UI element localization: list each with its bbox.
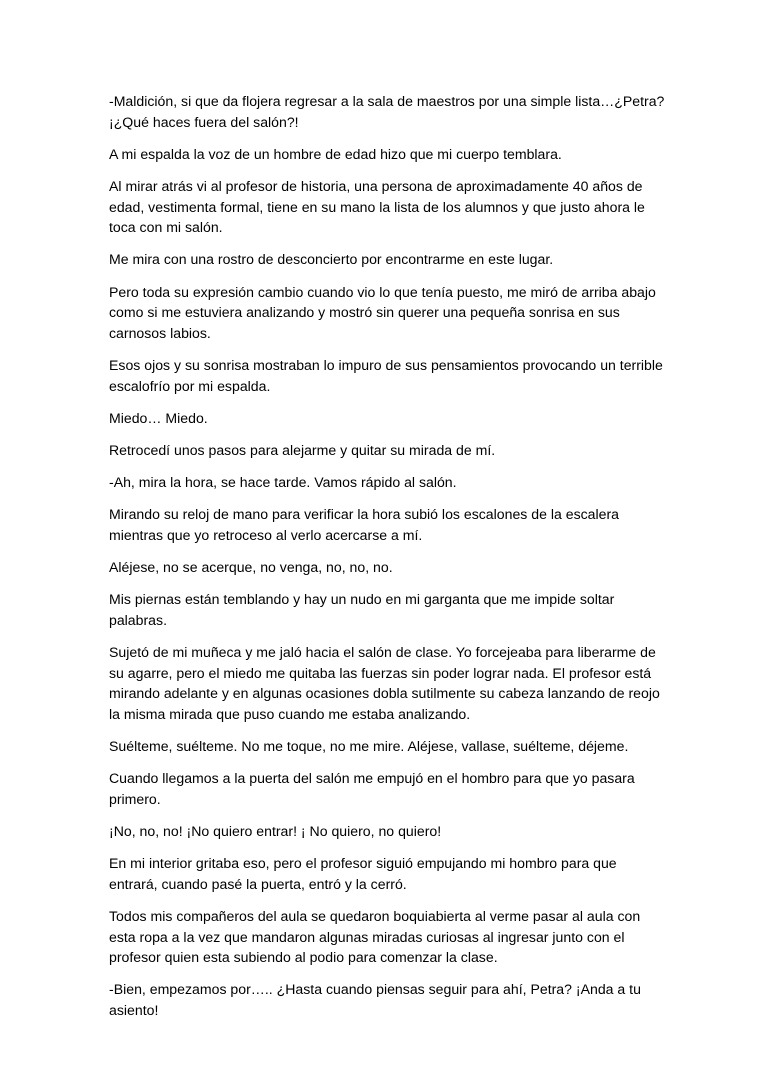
paragraph: -Bien, empezamos por….. ¿Hasta cuando piensas seguir para ahí, Petra? ¡Anda a tu asiento! (109, 981, 641, 1018)
paragraph: A mi espalda la voz de un hombre de edad hizo que mi cuerpo temblara. (109, 145, 562, 162)
paragraph: Mis piernas están temblando y hay un nudo en mi garganta que me impide soltar palabras. (109, 591, 615, 628)
paragraph: Todos mis compañeros del aula se quedaron boquiabierta al verme pasar al aula con esta ropa a la vez que mandaron algunas miradas curiosas al ingresar junto con el profesor quien esta subiendo al podio para comenzar la clase. (109, 907, 641, 966)
paragraph: -Ah, mira la hora, se hace tarde. Vamos rápido al salón. (109, 474, 457, 491)
paragraph: Sujetó de mi muñeca y me jaló hacia el salón de clase. Yo forcejeaba para liberarme de su agarre, pero el miedo me quitaba las fuerzas sin poder lograr nada. El profesor está mirando adelante y en algunas ocasiones dobla sutilmente su cabeza lanzando de reojo la misma mirada que puso cuando me estaba analizando. (109, 644, 660, 722)
document-body (109, 91, 669, 1032)
paragraph: Mirando su reloj de mano para verificar la hora subió los escalones de la escalera mientras que yo retroceso al verlo acercarse a mí. (109, 506, 619, 543)
paragraph: En mi interior gritaba eso, pero el profesor siguió empujando mi hombro para que entrará, cuando pasé la puerta, entró y la cerró. (109, 855, 617, 892)
paragraph: -Maldición, si que da flojera regresar a la sala de maestros por una simple lista…¿Petra? ¡¿Qué haces fuera del salón?! (109, 93, 665, 130)
paragraph: Suélteme, suélteme. No me toque, no me mire. Aléjese, vallase, suélteme, déjeme. (109, 737, 629, 754)
paragraph: Pero toda su expresión cambio cuando vio lo que tenía puesto, me miró de arriba abajo como si me estuviera analizando y mostró sin querer una pequeña sonrisa en sus carnosos labios. (109, 283, 656, 341)
paragraph: Miedo… Miedo. (109, 409, 208, 426)
paragraph: ¡No, no, no! ¡No quiero entrar! ¡ No quiero, no quiero! (109, 822, 442, 839)
paragraph: Esos ojos y su sonrisa mostraban lo impuro de sus pensamientos provocando un terrible escalofrío por mi espalda. (109, 356, 663, 394)
paragraph: Cuando llegamos a la puerta del salón me empujó en el hombro para que yo pasara primero. (109, 770, 635, 807)
paragraph: Al mirar atrás vi al profesor de historia, una persona de aproximadamente 40 años de edad, vestimenta formal, tiene en su mano la lista de los alumnos y que justo ahora le toca con mi salón. (109, 177, 645, 236)
paragraph: Me mira con una rostro de desconcierto por encontrarme en este lugar. (109, 251, 554, 268)
paragraph: Aléjese, no se acerque, no venga, no, no, no. (109, 559, 393, 576)
paragraph: Retrocedí unos pasos para alejarme y quitar su mirada de mí. (109, 441, 496, 458)
